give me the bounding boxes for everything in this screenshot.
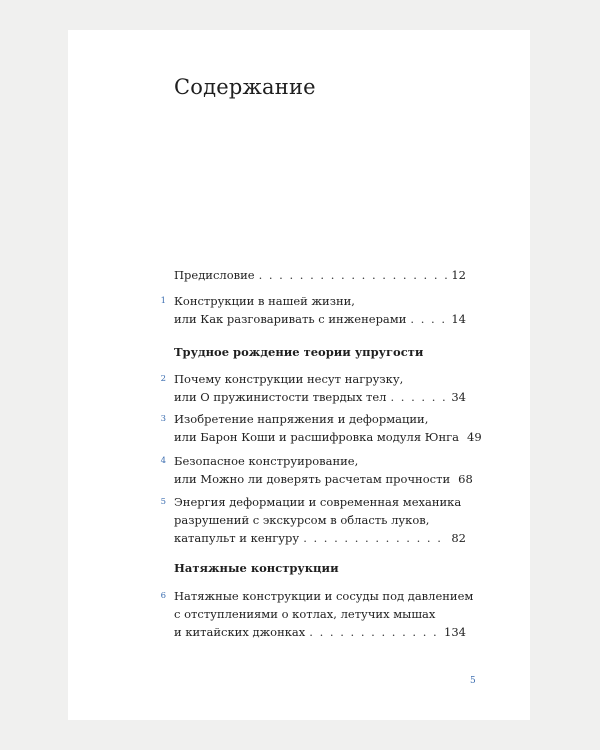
chapter-number: 3 [160,414,166,424]
toc-entry-last-line [174,470,473,488]
leader-dots [309,623,440,641]
toc-entry-text: Энергия деформации и современная механика [174,495,462,509]
toc-entry-text: Натяжные конструкции и сосуды под давлением [174,589,474,603]
leader-dots [390,388,447,406]
toc-entry-last-line [174,310,466,328]
toc-entry-text: катапульт и кенгуру [174,531,300,545]
toc-entry-text: Конструкции в нашей жизни, [174,294,355,308]
toc-page-number: 49 [467,430,482,444]
chapter-number: 6 [160,591,166,601]
toc-entry-preface [174,266,466,284]
chapter-number: 1 [160,296,166,306]
toc-entry-chapter-4 [160,452,473,488]
page-title: Содержание [174,75,316,99]
toc-entry-text: или О пружинистости твердых тел [174,390,387,404]
toc-entry-text: или Как разговаривать с инженерами [174,312,407,326]
chapter-number: 5 [160,497,166,507]
toc-entry-text: разрушений с экскурсом в область луков, [174,513,430,527]
toc-entry-text: с отступлениями о котлах, летучих мышах [174,607,436,621]
toc-page-number: 134 [444,625,466,639]
toc-entry-text: и китайских джонках [174,625,306,639]
toc-entry-chapter-5 [160,493,466,547]
toc-page-number: 68 [458,472,473,486]
toc-entry-last-line [174,623,466,641]
toc-entry-text: или Можно ли доверять расчетам прочности [174,472,451,486]
chapter-number: 2 [160,374,166,384]
toc-entry-last-line [174,529,466,547]
toc-entry-last-line [174,388,466,406]
book-page [68,30,530,720]
toc-page-number: 12 [451,268,466,282]
section-heading: Натяжные конструкции [174,561,339,575]
toc-entry-chapter-6 [160,587,474,641]
toc-entry-text: или Барон Коши и расшифровка модуля Юнга [174,430,460,444]
toc-entry-last-line [174,428,482,446]
toc-entry-chapter-1 [160,292,466,328]
page-number: 5 [470,676,476,686]
section-heading: Трудное рождение теории упругости [174,345,424,359]
toc-entry-chapter-2 [160,370,466,406]
toc-entry-text: Безопасное конструирование, [174,454,359,468]
toc-entry-text: Почему конструкции несут нагрузку, [174,372,404,386]
toc-entry-chapter-3 [160,410,482,446]
toc-page-number: 14 [451,312,466,326]
toc-page-number: 34 [451,390,466,404]
chapter-number: 4 [160,456,166,466]
toc-entry-text: Предисловие [174,268,255,282]
toc-entry-text: Изобретение напряжения и деформации, [174,412,429,426]
toc-entry-last-line [174,266,466,284]
toc-page-number: 82 [451,531,466,545]
leader-dots [410,310,447,328]
leader-dots [303,529,447,547]
leader-dots [259,266,448,284]
